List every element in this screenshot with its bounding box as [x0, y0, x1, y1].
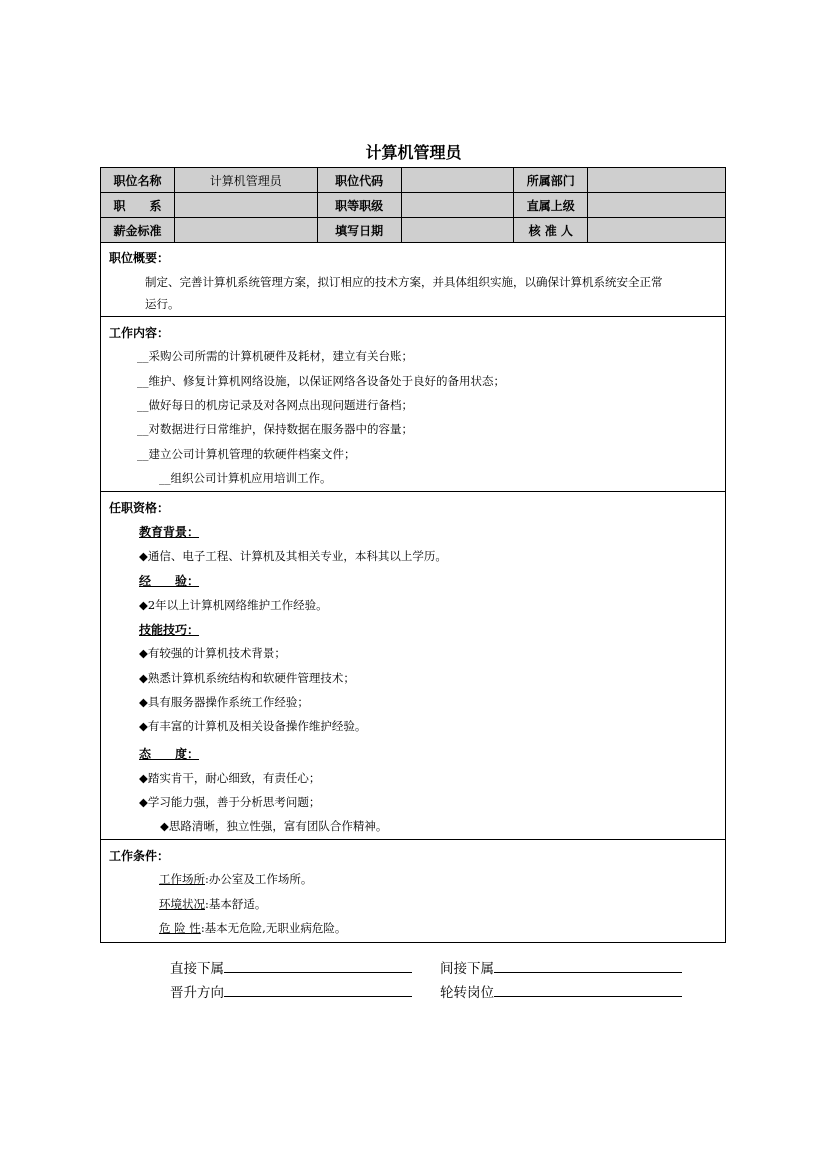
label-supervisor: 直属上级	[514, 193, 588, 218]
value-job-family	[174, 193, 317, 218]
value-fill-date	[401, 218, 514, 243]
overview-line: 制定、完善计算机系统管理方案，拟订相应的技术方案，并具体组织实施，以确保计算机系统安全正常	[145, 275, 663, 289]
duty-item: __做好每日的机房记录及对各网点出现问题进行备档；	[137, 398, 413, 412]
place-value: :办公室及工作场所。	[205, 872, 313, 886]
label-grade: 职等职级	[317, 193, 401, 218]
page-title: 计算机管理员	[365, 143, 462, 162]
label-department: 所属部门	[514, 168, 588, 193]
skill-item: ◆熟悉计算机系统结构和软硬件管理技术；	[139, 671, 355, 685]
label-position-code: 职位代码	[317, 168, 401, 193]
promotion-blank[interactable]	[224, 983, 412, 997]
risk-label: 危 险 性	[159, 921, 201, 935]
value-position-code	[401, 168, 514, 193]
attitude-item: ◆学习能力强，善于分析思考问题；	[139, 795, 321, 809]
direct-subordinate-field	[170, 957, 412, 977]
direct-subordinate-blank[interactable]	[224, 959, 412, 973]
skills-label: 技能技巧：	[139, 623, 200, 637]
value-supervisor	[588, 193, 726, 218]
risk-value: :基本无危险,无职业病危险。	[200, 921, 347, 935]
experience-item: ◆2年以上计算机网络维护工作经验。	[139, 598, 328, 612]
duties-title: 工作内容：	[109, 326, 170, 340]
condition-environment	[159, 896, 266, 912]
direct-subordinate-label: 直接下属	[170, 961, 224, 977]
skill-item: ◆具有服务器操作系统工作经验；	[139, 695, 309, 709]
attitude-label: 态 度：	[139, 747, 200, 761]
condition-place	[159, 871, 312, 887]
duty-item: __采购公司所需的计算机硬件及耗材，建立有关台账；	[137, 349, 413, 363]
value-salary	[174, 218, 317, 243]
duty-item: __对数据进行日常维护，保持数据在服务器中的容量；	[137, 422, 413, 436]
experience-label: 经 验：	[139, 574, 200, 588]
promotion-label: 晋升方向	[170, 985, 224, 1001]
education-item: ◆通信、电子工程、计算机及其相关专业，本科其以上学历。	[139, 549, 447, 563]
indirect-subordinate-blank[interactable]	[494, 959, 682, 973]
conditions-section	[100, 840, 726, 943]
rotation-blank[interactable]	[494, 983, 682, 997]
environment-label: 环境状况	[159, 897, 205, 911]
education-label: 教育背景：	[139, 525, 200, 539]
overview-section	[100, 242, 726, 317]
value-position-name: 计算机管理员	[174, 168, 317, 193]
condition-risk	[159, 920, 346, 936]
label-fill-date: 填写日期	[317, 218, 401, 243]
value-department	[588, 168, 726, 193]
rotation-field	[440, 981, 682, 1001]
label-job-family: 职 系	[101, 193, 175, 218]
skill-item: ◆有丰富的计算机及相关设备操作维护经验。	[139, 719, 367, 733]
attitude-item: ◆思路清晰，独立性强，富有团队合作精神。	[160, 819, 388, 833]
value-grade	[401, 193, 514, 218]
overview-title: 职位概要：	[109, 251, 170, 265]
conditions-title: 工作条件：	[109, 849, 170, 863]
indirect-subordinate-field	[440, 957, 682, 977]
duty-item: __组织公司计算机应用培训工作。	[159, 471, 332, 485]
environment-value: :基本舒适。	[205, 897, 267, 911]
skill-item: ◆有较强的计算机技术背景；	[139, 646, 286, 660]
label-approver: 核 准 人	[514, 218, 588, 243]
indirect-subordinate-label: 间接下属	[440, 961, 494, 977]
qualifications-section	[100, 492, 726, 840]
promotion-field	[170, 981, 412, 1001]
header-table	[100, 167, 726, 243]
header-row	[101, 168, 726, 193]
attitude-item: ◆踏实肯干，耐心细致，有责任心；	[139, 771, 321, 785]
header-row	[101, 218, 726, 243]
duty-item: __维护、修复计算机网络设施，以保证网络各设备处于良好的备用状态；	[137, 374, 505, 388]
place-label: 工作场所	[159, 872, 205, 886]
label-salary: 薪金标准	[101, 218, 175, 243]
duties-section	[100, 317, 726, 492]
value-approver	[588, 218, 726, 243]
label-position-name: 职位名称	[101, 168, 175, 193]
header-row	[101, 193, 726, 218]
duty-item: __建立公司计算机管理的软硬件档案文件；	[137, 447, 356, 461]
rotation-label: 轮转岗位	[440, 985, 494, 1001]
qualifications-title: 任职资格：	[109, 501, 170, 515]
overview-line: 运行。	[145, 297, 180, 311]
